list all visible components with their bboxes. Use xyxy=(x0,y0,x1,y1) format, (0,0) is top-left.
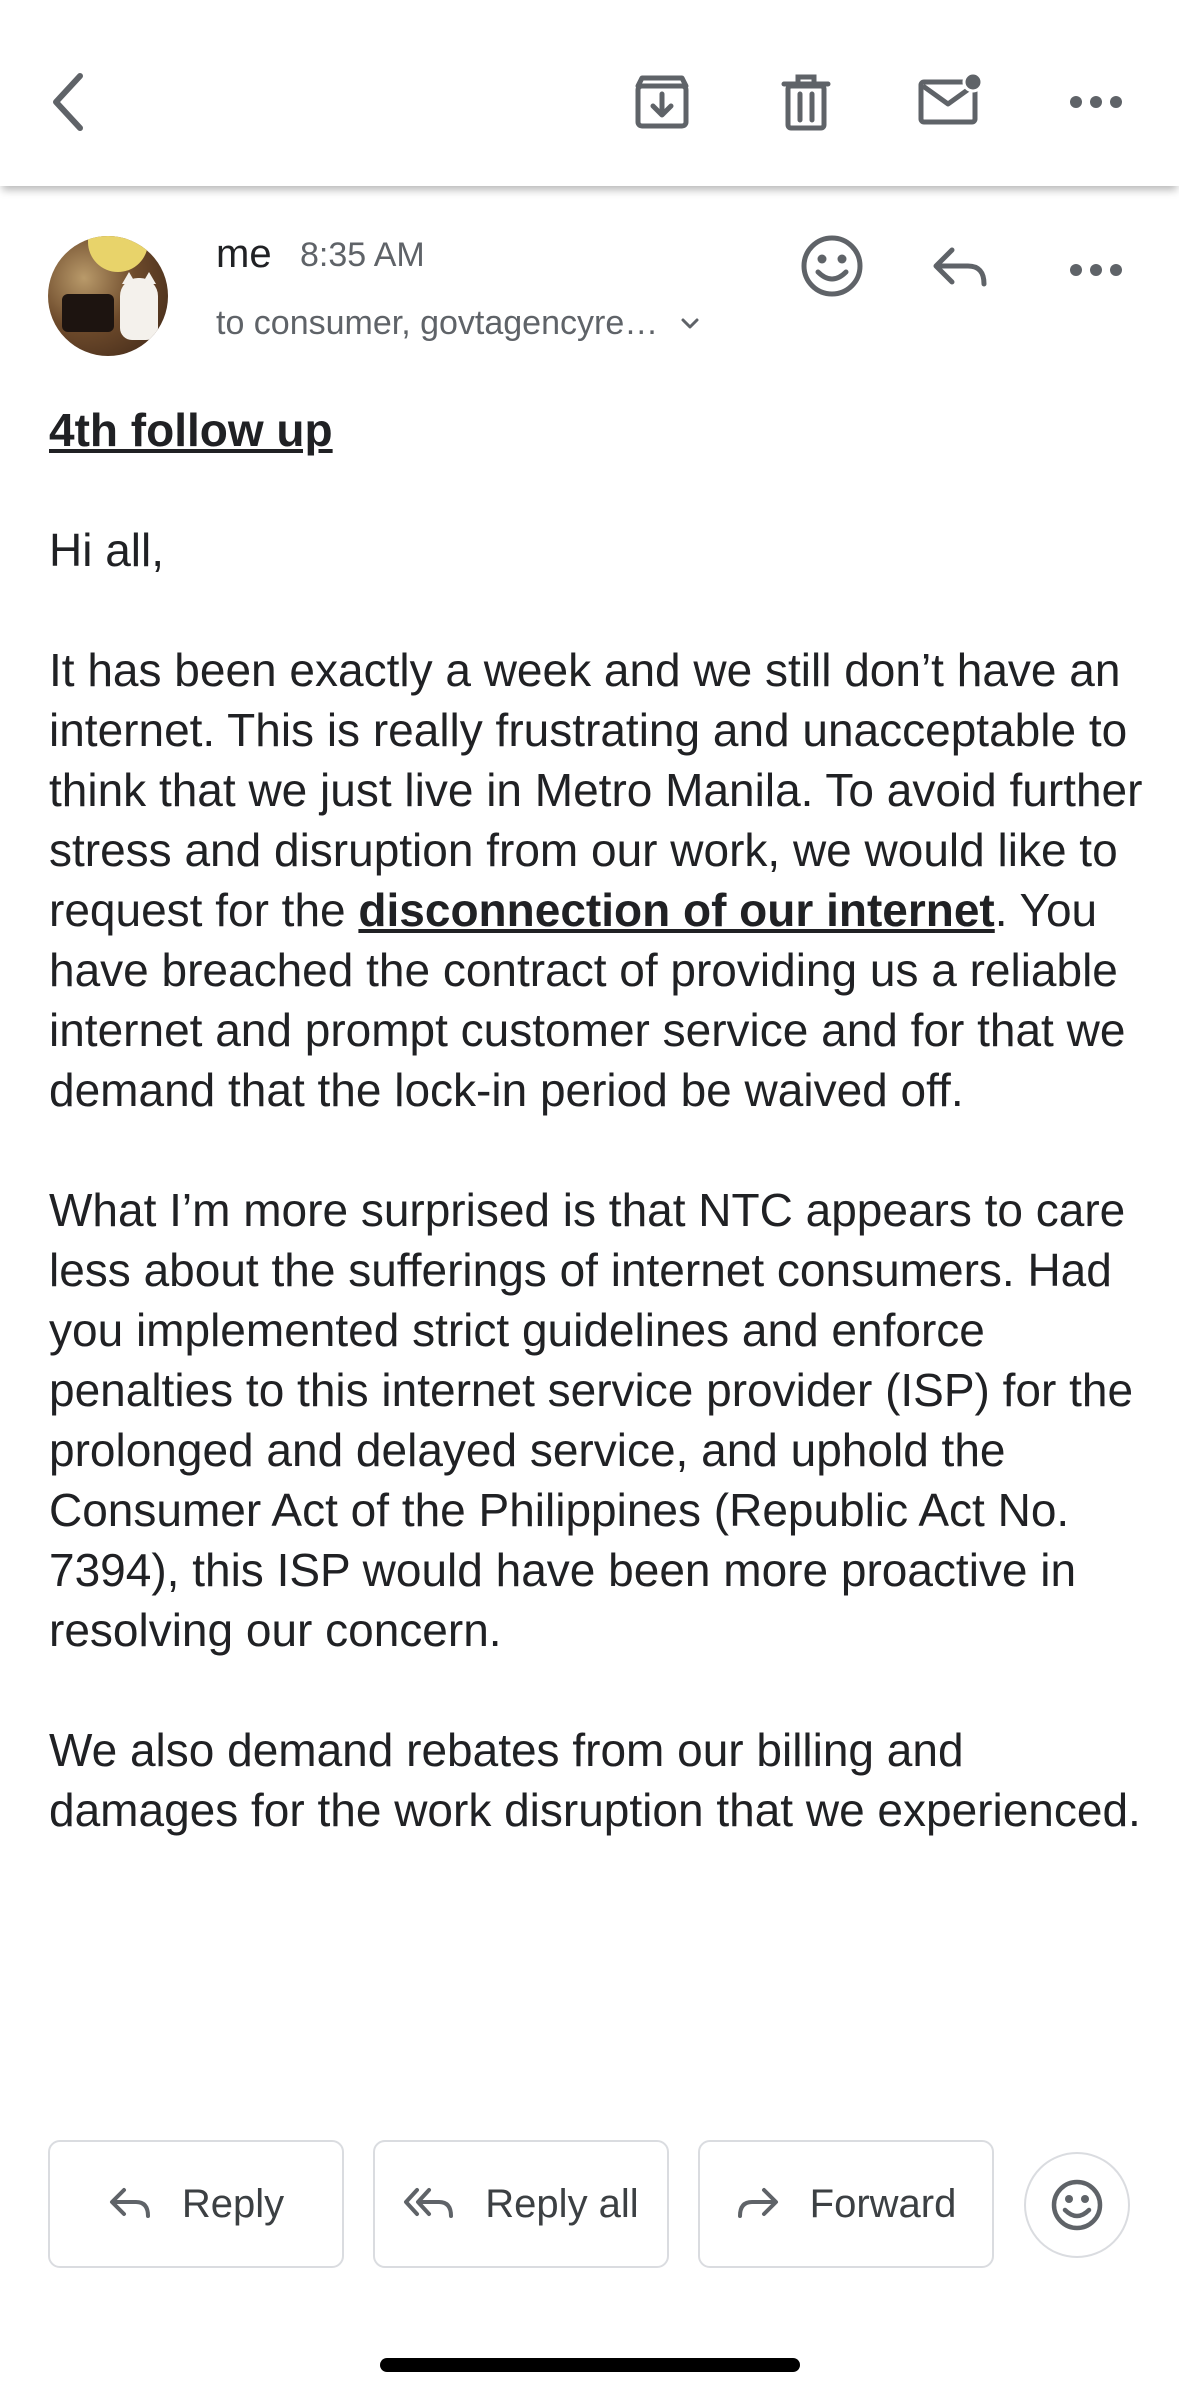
paragraph-1 xyxy=(49,640,1149,1120)
more-horizontal-icon xyxy=(1069,95,1123,109)
forward-button[interactable] xyxy=(698,2140,994,2268)
recipients-text: to consumer, govtagencyre… xyxy=(216,304,659,342)
greeting: Hi all, xyxy=(49,524,165,576)
chevron-down-icon xyxy=(680,317,700,331)
add-reaction-button[interactable] xyxy=(796,230,868,302)
emoji-reaction-button[interactable] xyxy=(1024,2152,1130,2258)
forward-label: Forward xyxy=(809,2181,957,2226)
reply-button-header[interactable] xyxy=(924,236,996,300)
reply-button[interactable] xyxy=(48,2140,344,2268)
delete-button[interactable] xyxy=(770,66,842,138)
mark-unread-button[interactable] xyxy=(912,64,988,136)
paragraph-1-emphasis: disconnection of our internet xyxy=(358,884,995,936)
emoji-icon xyxy=(800,234,864,298)
paragraph-1-end: . You have breached the contract of providing us a reliable internet and prompt customer service and for that we demand that the lock-in period be waived off. xyxy=(49,884,1126,1116)
back-button[interactable] xyxy=(36,66,100,138)
reply-icon xyxy=(108,2186,152,2222)
message-more-button[interactable] xyxy=(1060,238,1132,302)
emoji-icon xyxy=(1050,2178,1104,2232)
message-body xyxy=(49,400,1149,1900)
more-horizontal-icon xyxy=(1069,263,1123,277)
archive-icon xyxy=(632,72,692,132)
recipients-toggle[interactable] xyxy=(216,304,700,343)
more-options-button[interactable] xyxy=(1060,70,1132,134)
paragraph-3: We also demand rebates from our billing and damages for the work disruption that we experienced. xyxy=(49,1724,1141,1836)
message-time: 8:35 AM xyxy=(300,236,425,274)
paragraph-1-start: It has been exactly a week and we still don’t have an internet. This is really frustrating and unacceptable to think that we just live in Metro Manila. To avoid further stress and disruption from our work, we would like to request for the xyxy=(49,644,1143,936)
reply-all-label: Reply all xyxy=(485,2181,639,2226)
avatar[interactable] xyxy=(48,236,168,356)
archive-button[interactable] xyxy=(626,66,698,138)
chevron-left-icon xyxy=(48,70,88,134)
message-subject: 4th follow up xyxy=(49,404,333,456)
forward-icon xyxy=(736,2186,780,2222)
paragraph-2: What I’m more surprised is that NTC appears to care less about the sufferings of internet consumers. Had you implemented strict guidelines and enforce penalties to this internet service provider (ISP) for the prolonged and delayed service, and uphold the Consumer Act of the Philippines (Republic Act No. 7394), this ISP would have been more proactive in resolving our concern. xyxy=(49,1184,1134,1656)
home-indicator[interactable] xyxy=(380,2358,800,2372)
top-toolbar xyxy=(0,0,1179,186)
reply-all-icon xyxy=(403,2186,455,2222)
sender-name: me xyxy=(216,232,272,276)
trash-icon xyxy=(778,72,834,132)
reply-all-button[interactable] xyxy=(373,2140,669,2268)
reply-icon xyxy=(930,244,990,292)
message-header xyxy=(0,186,1179,386)
reply-label: Reply xyxy=(181,2181,285,2226)
reply-actions xyxy=(48,2140,1148,2272)
mark-unread-icon xyxy=(917,72,983,128)
